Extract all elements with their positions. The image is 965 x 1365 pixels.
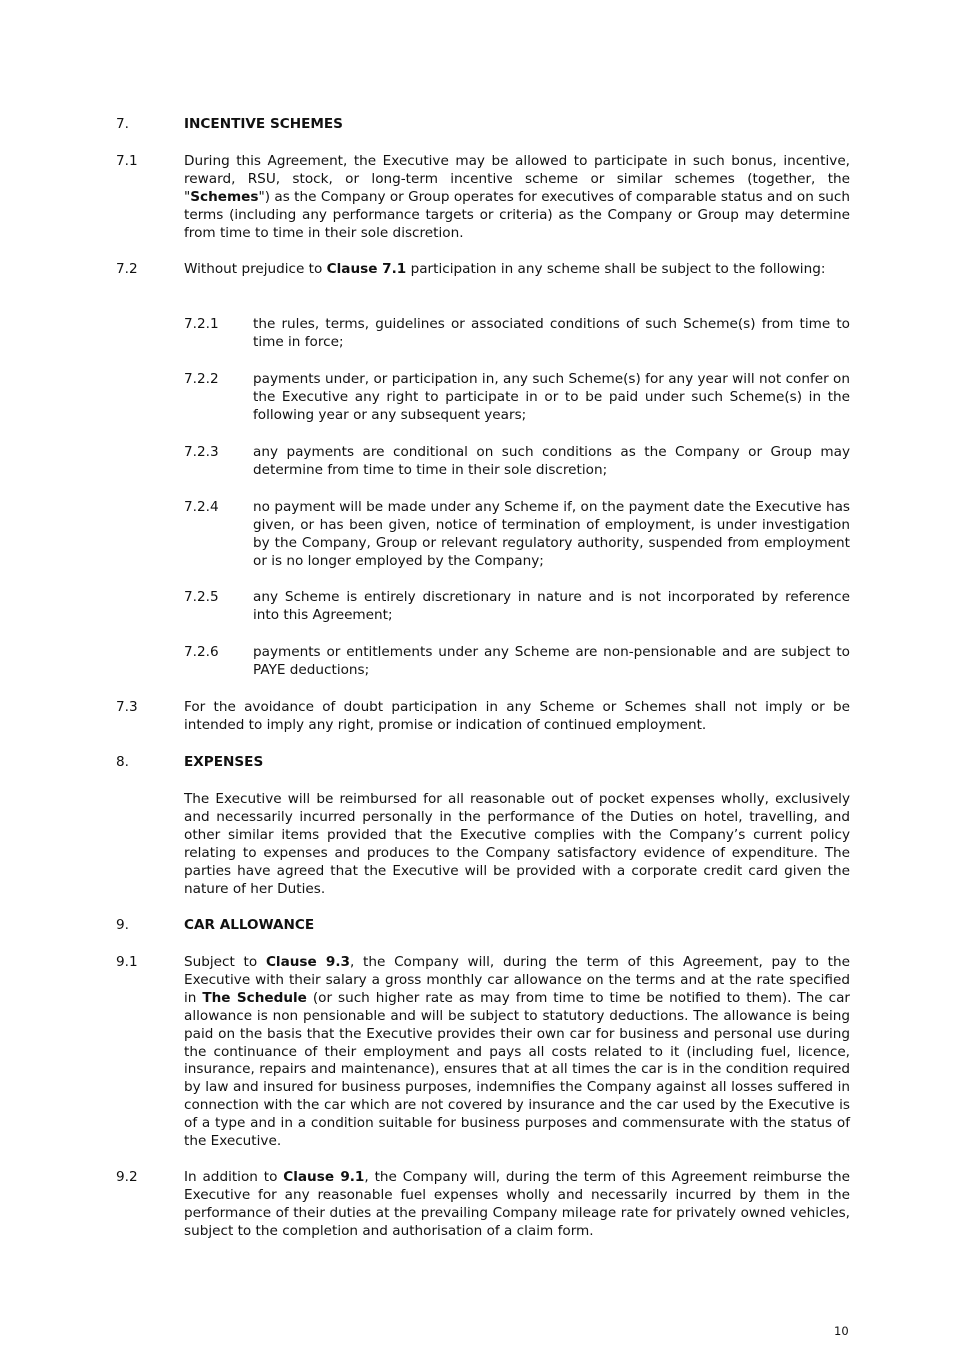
clause-7-2-6-text: payments or entitlements under any Scheme are non-pensionable and are subject to PAYE deductions; [253,644,850,678]
clause-7-3-number: 7.3 [116,699,138,715]
section-8-heading: EXPENSES [184,754,264,770]
page-number: 10 [834,1324,849,1338]
clause-reference: Clause 9.1 [283,1169,365,1185]
clause-7-2-number: 7.2 [116,261,138,277]
section-9-heading: CAR ALLOWANCE [184,917,315,933]
clause-7-2-3-text: any payments are conditional on such conditions as the Company or Group may determine from time to time in their sole discretion; [253,444,850,478]
clause-7-2-6-number: 7.2.6 [184,644,219,660]
clause-7-1-number: 7.1 [116,153,138,169]
section-8-number: 8. [116,754,129,770]
clause-9-2-text: In addition to Clause 9.1, the Company will, during the term of this Agreement reimburse the Executive for any reasonable fuel expenses wholly and necessarily incurred by them in the performance of their duties at the prevailing Company mileage rate for privately owned vehicles, subject to the completion and authorisation of a claim form. [184,1169,850,1239]
section-9-number: 9. [116,917,129,933]
section-8-text: The Executive will be reimbursed for all reasonable out of pocket expenses wholly, exclusively and necessarily incurred personally in the performance of the Duties on hotel, travelling, and other similar items provided that the Executive complies with the Company’s current policy relating to expenses and produces to the Company satisfactory evidence of expenditure. The parties have agreed that the Executive will be provided with a corporate credit card given the nature of her Duties. [184,791,850,897]
section-7-number: 7. [116,116,129,132]
clause-7-2-1-number: 7.2.1 [184,316,219,332]
clause-reference: Clause 7.1 [326,261,407,277]
clause-7-2-5-text: any Scheme is entirely discretionary in nature and is not incorporated by reference into this Agreement; [253,589,850,623]
clause-7-1-text: During this Agreement, the Executive may be allowed to participate in such bonus, incentive, reward, RSU, stock, or long-term incentive scheme or similar schemes (together, the "Schemes") as the Company or Group operates for executives of comparable status and on such terms (including any performance targets or criteria) as the Company or Group may determine from time to time in their sole discretion. [184,153,850,241]
clause-9-2-number: 9.2 [116,1169,138,1185]
defined-term-schemes: Schemes [190,188,259,205]
section-7-heading: INCENTIVE SCHEMES [184,116,343,132]
clause-7-3-text: For the avoidance of doubt participation in any Scheme or Schemes shall not imply or be intended to imply any right, promise or indication of continued employment. [184,699,850,733]
clause-7-2-2-number: 7.2.2 [184,371,219,387]
clause-7-2-text: Without prejudice to Clause 7.1 participation in any scheme shall be subject to the following: [184,261,826,277]
clause-7-2-1-text: the rules, terms, guidelines or associated conditions of such Scheme(s) from time to time in force; [253,316,850,350]
clause-7-2-5-number: 7.2.5 [184,589,219,605]
clause-7-2-4-text: no payment will be made under any Scheme if, on the payment date the Executive has given, or has been given, notice of termination of employment, is under investigation by the Company, Group or relevant regulatory authority, suspended from employment or is no longer employed by the Company; [253,499,850,569]
clause-9-1-number: 9.1 [116,954,138,970]
clause-7-2-4-number: 7.2.4 [184,499,219,515]
clause-7-2-2-text: payments under, or participation in, any such Scheme(s) for any year will not confer on the Executive any right to participate in or to be paid under such Scheme(s) in the following year or any subsequent years; [253,371,850,423]
schedule-reference: The Schedule [202,989,307,1006]
clause-7-2-3-number: 7.2.3 [184,444,219,460]
clause-9-1-text: Subject to Clause 9.3, the Company will, during the term of this Agreement, pay to the Executive with their salary a gross monthly car allowance on the terms and at the rate specified in The Schedule (or such higher rate as may from time to time be notified to them). The car allowance is non pensionable and will be subject to statutory deductions. The allowance is being paid on the basis that the Executive provides their own car for business and personal use during the continuance of their employment and pays all costs related to it (including fuel, licence, insurance, repairs and maintenance), ensures that at all times the car is in the condition required by law and insured for business purposes, indemnifies the Company against all losses suffered in connection with the car which are not covered by insurance and the car used by the Executive is of a type and in a condition suitable for business purposes and commensurate with the status of the Executive. [184,954,851,1150]
clause-reference: Clause 9.3 [265,954,350,970]
